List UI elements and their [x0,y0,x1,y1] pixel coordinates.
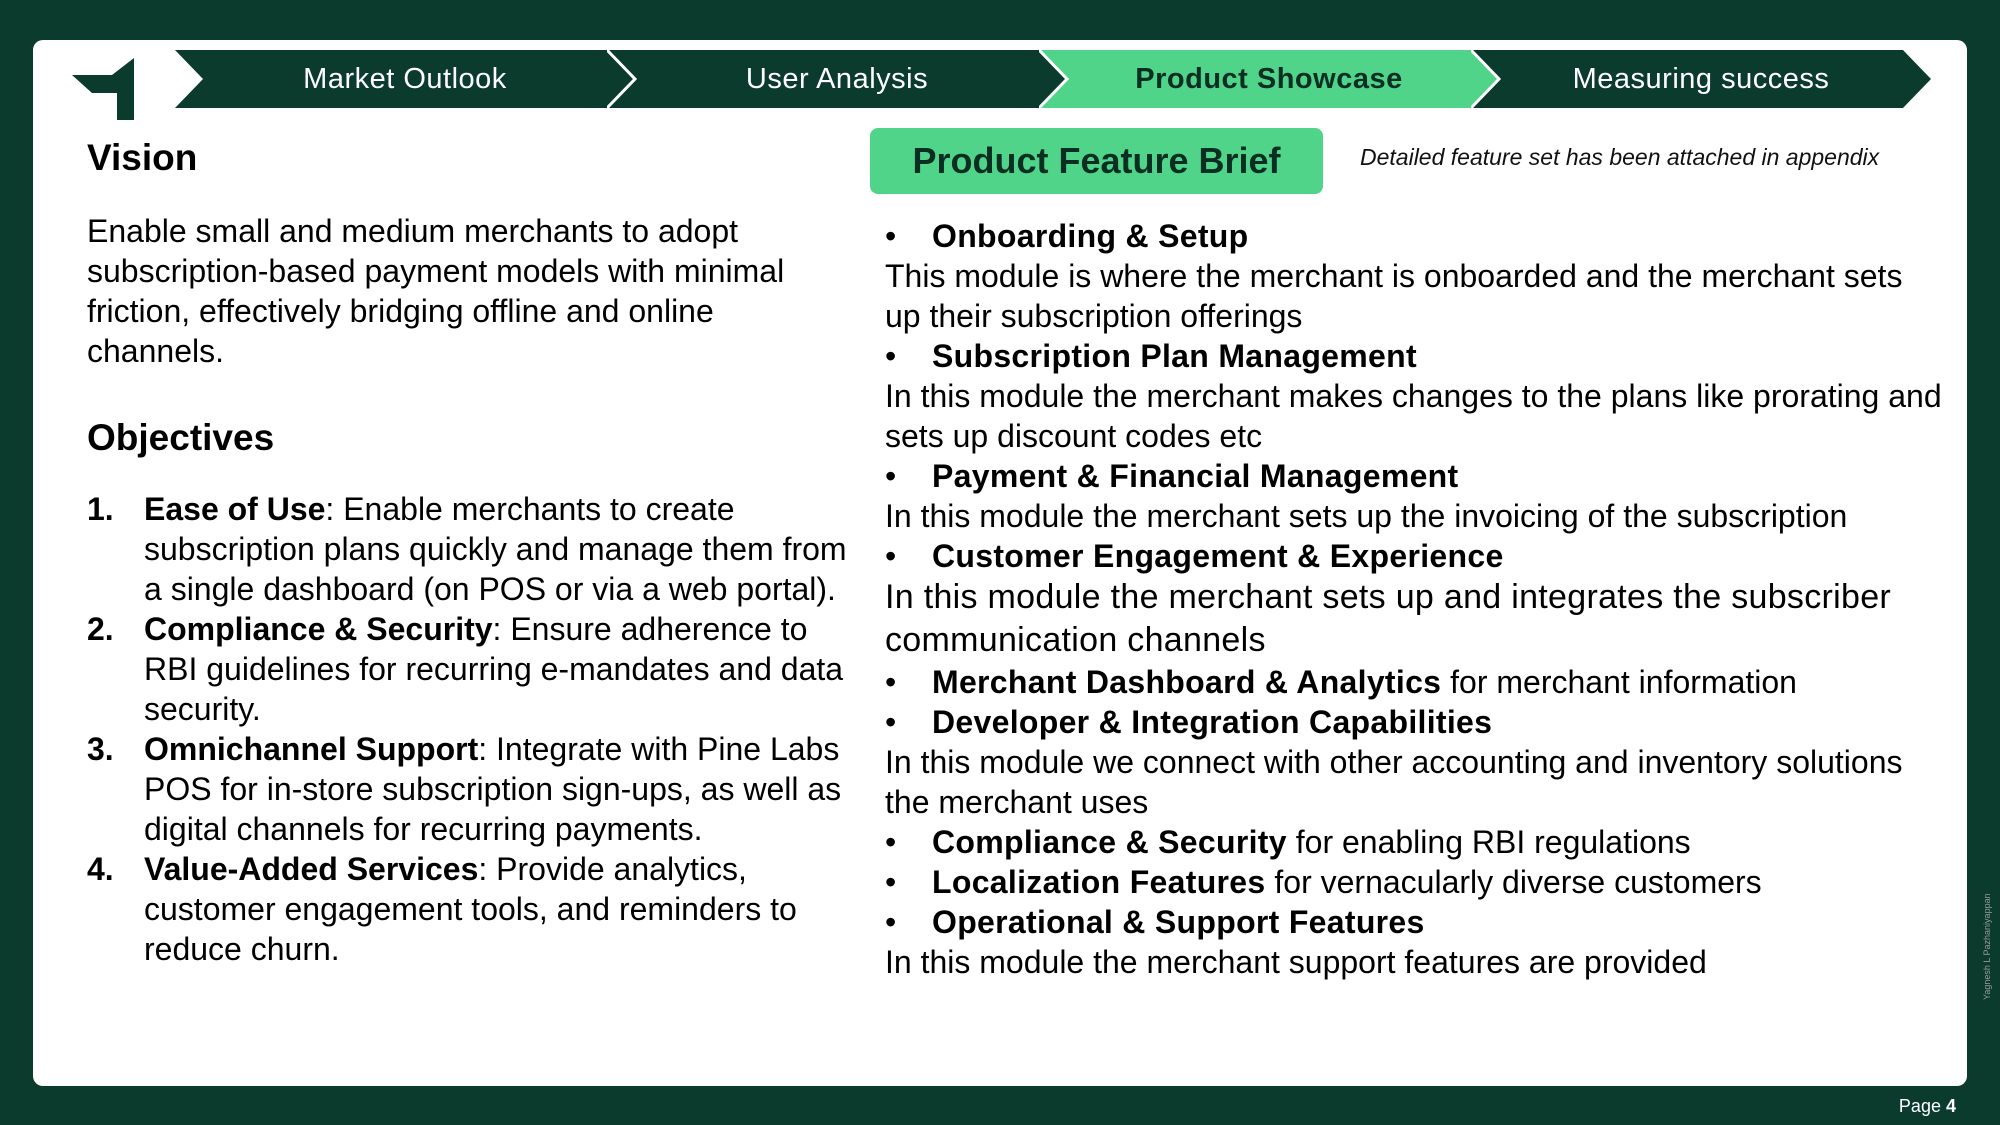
objective-item: 1. Ease of Use: Enable merchants to create subscription plans quickly and manage them from a single dashboard (on POS or via a web portal). [87,491,847,607]
section-stepper [175,50,1945,108]
feature-item: • Payment & Financial Management In this module the merchant sets up the invoicing of the subscription [885,458,1848,534]
bullet-icon: • [885,338,897,374]
bullet-icon: • [885,538,897,574]
feature-list [885,216,1945,982]
vision-heading: Vision [87,137,198,178]
bullet-icon: • [885,218,897,254]
step-label: Product Showcase [1135,62,1403,95]
product-feature-brief-badge: Product Feature Brief [870,128,1323,194]
objective-item: 2. Compliance & Security: Ensure adherence to RBI guidelines for recurring e-mandates and data security. [87,611,844,727]
objective-item: 3. Omnichannel Support: Integrate with Pine Labs POS for in-store subscription sign-ups, as well as digital channels for recurring payments. [87,731,842,847]
step-label: Measuring success [1572,62,1830,95]
step-label: Market Outlook [303,62,507,95]
left-column [87,137,847,969]
step-label: User Analysis [745,62,929,95]
objective-item: 4. Value-Added Services: Provide analytics, customer engagement tools, and reminders to reduce churn. [87,851,797,967]
feature-item: • Localization Features for vernacularly diverse customers [885,864,1762,900]
feature-item: • Compliance & Security for enabling RBI regulations [885,824,1691,860]
feature-item: • Onboarding & Setup This module is where the merchant is onboarded and the merchant sets up their subscription offerings [885,218,1903,334]
feature-item: • Operational & Support Features In this module the merchant support features are provided [885,904,1707,980]
bullet-icon: • [885,458,897,494]
author-credit: Yagnesh L Pazhaniyappan [1982,893,1992,1000]
step-user-analysis[interactable] [607,50,1067,108]
bullet-icon: • [885,664,897,700]
page-number: Page 4 [1898,1096,1956,1116]
bullet-icon: • [885,864,897,900]
feature-item: • Merchant Dashboard & Analytics for merchant information [885,664,1797,700]
vision-text: Enable small and medium merchants to adopt subscription-based payment models with minimal friction, effectively bridging offline and online channels. [87,213,785,369]
step-market-outlook[interactable] [175,50,635,108]
bullet-icon: • [885,824,897,860]
bullet-icon: • [885,704,897,740]
objectives-heading: Objectives [87,417,275,458]
feature-item: • Customer Engagement & Experience In this module the merchant sets up and integrates the subscriber communication channels [885,538,1892,659]
corner-arrow-logo-icon [72,58,134,120]
objectives-list [87,489,847,969]
bullet-icon: • [885,904,897,940]
step-product-showcase[interactable] [1039,50,1499,108]
step-measuring-success[interactable] [1471,50,1931,108]
feature-item: • Developer & Integration Capabilities In this module we connect with other accounting and inventory solutions the merchant uses [885,704,1903,820]
feature-item: • Subscription Plan Management In this module the merchant makes changes to the plans like prorating and sets up discount codes etc [885,338,1942,454]
appendix-note: Detailed feature set has been attached in appendix [1360,144,1880,170]
